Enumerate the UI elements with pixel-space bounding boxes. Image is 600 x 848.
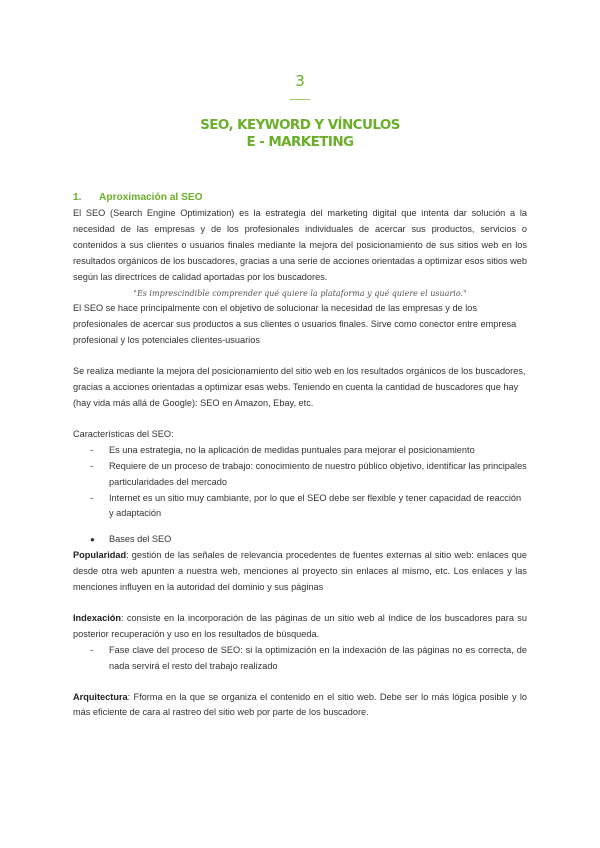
chapter-title-line1: SEO, KEYWORD Y VÍNCULOS [200, 117, 400, 133]
bullet-dot: ● [90, 535, 95, 545]
paragraph-purpose: El SEO se hace principalmente con el objetivo de solucionar la necesidad de las empresas y de los profesionales de acercar sus productos a sus clientes o usuarios finales. Sirve como conector entre empresa profesional y los potenciales clientes-usuarios [73, 303, 517, 346]
list-item: - Internet es un sitio muy cambiante, por lo que el SEO debe ser flexible y tener capacidad de reacción y adaptación [90, 492, 522, 519]
section-number: 1. [73, 192, 82, 203]
chapter-divider [290, 99, 310, 100]
arquitectura-term: Arquitectura [73, 691, 128, 702]
section-title: Aproximación al SEO [99, 192, 203, 203]
popularidad-term: Popularidad [73, 550, 127, 561]
chapter-title-line2: E - MARKETING [246, 134, 354, 150]
indexacion-list [73, 643, 527, 675]
intro-paragraph: El SEO (Search Engine Optimization) es la estrategia del marketing digital que intenta dar solución a la necesidad de las empresas y de los profesionales individuales de acercar sus productos, servicios o contenidos a sus clientes o usuarios finales mediante la mejora del posicionamiento de sus sitios web en los resultados orgánicos de los buscadores, gracias a una serie de acciones orientadas a optimizar esos sitios web según las directrices de calidad aportadas por los buscadores. [73, 208, 528, 282]
bases-label: Bases del SEO [109, 534, 172, 545]
popularidad-paragraph: Popularidad: gestión de las señales de relevancia procedentes de fuentes externas al sitio web: enlaces que desde otra web apunten a nuestra web, menciones al proyecto sin enlaces al mismo, etc. Los enlaces y las menciones influyen en la autoridad del dominio y sus páginas [73, 550, 527, 593]
list-item: - Requiere de un proceso de trabajo: conocimiento de nuestro público objetivo, identificar las principales particularidades del mercado [90, 460, 527, 487]
indexacion-paragraph: Indexación: consiste en la incorporación de las páginas de un sitio web al índice de los buscadores para su posterior recuperación y uso en los resultados de búsqueda. [73, 612, 527, 639]
body-content [73, 190, 527, 721]
list-item: - Fase clave del proceso de SEO: si la optimización en la indexación de las páginas no es correcta, de nada servirá el resto del trabajo realizado [90, 644, 527, 671]
chapter-title [0, 117, 600, 151]
bases-bullet [73, 532, 527, 548]
list-item: - Es una estrategia, no la aplicación de medidas puntuales para mejorar el posicionamiento [90, 444, 475, 455]
characteristics-list [73, 443, 527, 523]
section-heading [73, 190, 527, 206]
characteristics-heading: Características del SEO: [73, 428, 174, 439]
paragraph-method: Se realiza mediante la mejora del posicionamiento del sitio web en los resultados orgánicos de los buscadores, gracias a acciones orientadas a optimizar esas webs. Teniendo en cuenta la cantidad de buscadores que hay (hay vida más allá de Google): SEO en Amazon, Ebay, etc. [73, 366, 526, 408]
chapter-number: 3 [295, 72, 305, 90]
arquitectura-paragraph: Arquitectura: Fforma en la que se organiza el contenido en el sitio web. Debe ser lo más lógica posible y lo más eficiente de cara al rastreo del sitio web por parte de los buscadore. [73, 691, 527, 718]
indexacion-term: Indexación [73, 612, 121, 623]
quote: "Es imprescindible comprender qué quiere la plataforma y qué quiere el usuario." [133, 288, 467, 298]
